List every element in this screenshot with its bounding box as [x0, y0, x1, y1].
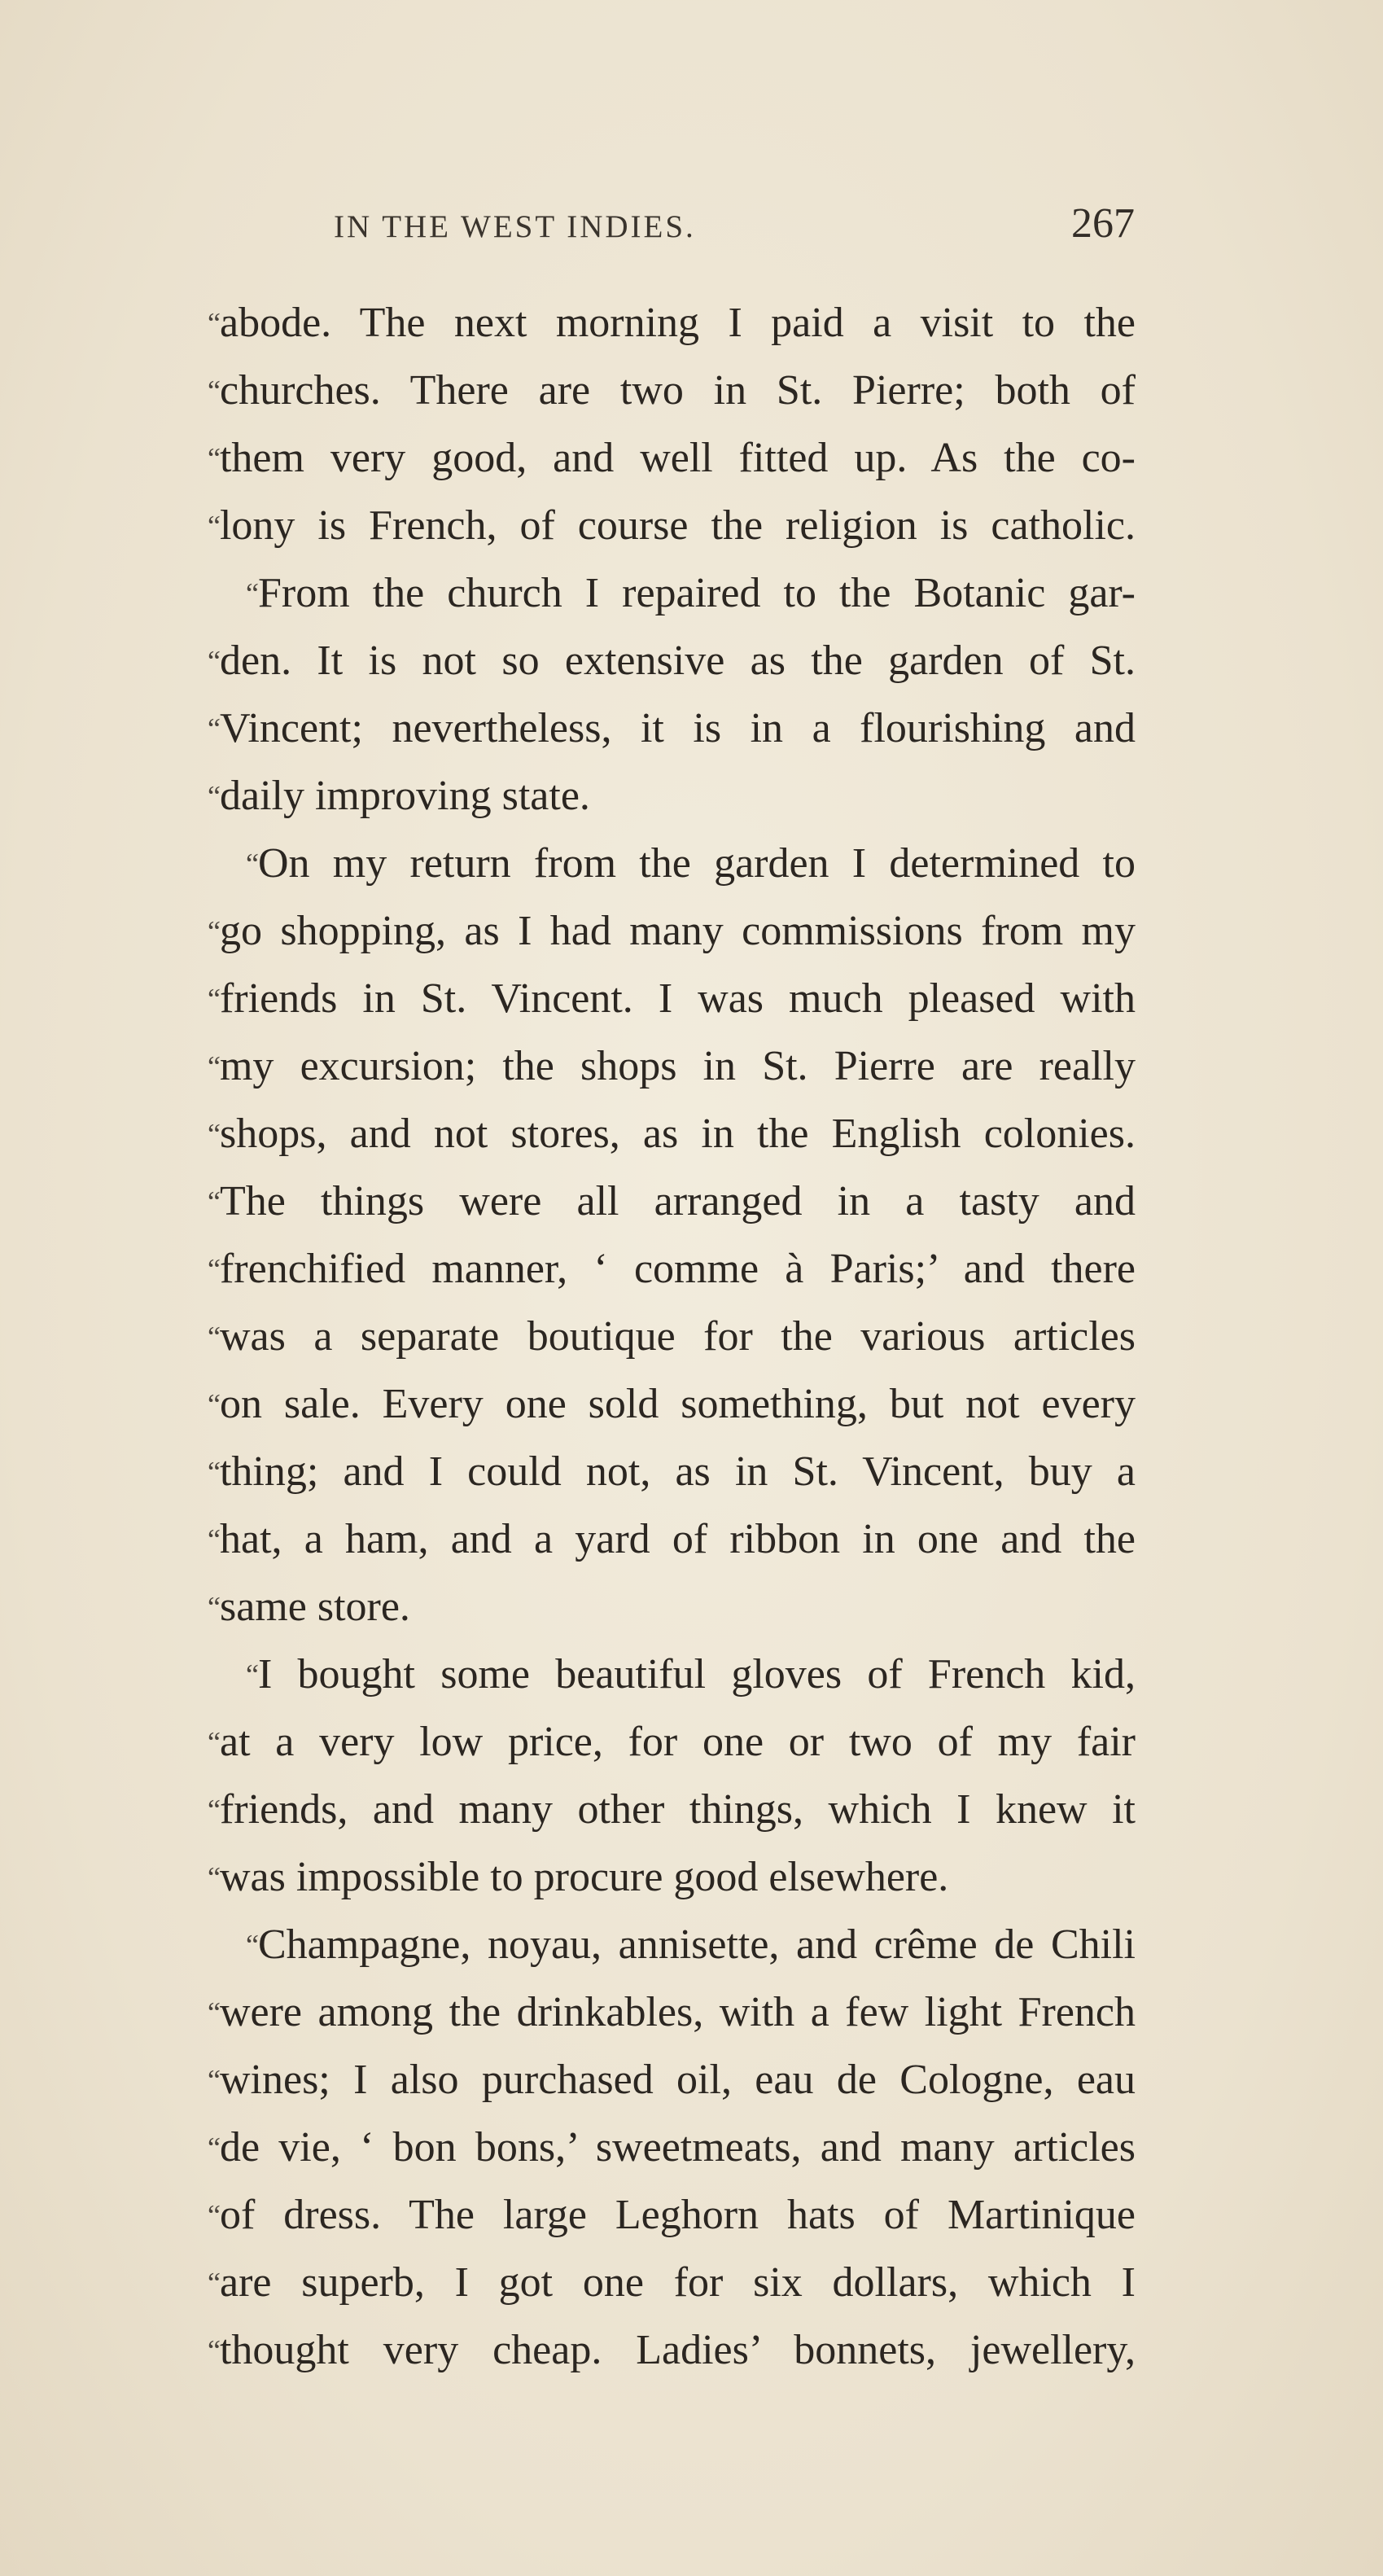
line-text: shops, and not stores, as in the English colonies.: [219, 1111, 1136, 1157]
line-text: On my return from the garden I determined to: [257, 840, 1136, 887]
line-text: daily improving state.: [219, 773, 590, 819]
text-line: [208, 2052, 1136, 2109]
text-line: [208, 1376, 1136, 1433]
text-line: [208, 362, 1136, 419]
quote-mark: “: [208, 915, 220, 948]
line-text: was a separate boutique for the various articles: [219, 1313, 1136, 1360]
text-line: [208, 2119, 1136, 2176]
line-text: wines; I also purchased oil, eau de Cologne, eau: [219, 2057, 1136, 2103]
text-line: [208, 1984, 1136, 2041]
line-text: de vie, ‘ bon bons,’ sweetmeats, and many articles: [219, 2124, 1136, 2171]
quote-mark: “: [208, 1726, 220, 1759]
line-text: thought very cheap. Ladies’ bonnets, jewellery,: [219, 2327, 1136, 2373]
line-text: frenchified manner, ‘ comme à Paris;’ and there: [219, 1246, 1136, 1292]
text-line: [208, 1106, 1136, 1163]
line-text: was impossible to procure good elsewhere.: [219, 1854, 949, 1900]
line-text: friends, and many other things, which I knew it: [219, 1786, 1136, 1833]
line-text: my excursion; the shops in St. Pierre are really: [219, 1043, 1136, 1089]
quote-mark: “: [208, 983, 220, 1015]
quote-mark: “: [208, 510, 220, 542]
line-text: friends in St. Vincent. I was much pleased with: [219, 975, 1136, 1022]
text-line: [246, 1917, 1136, 1974]
text-line: [208, 430, 1136, 487]
text-line: [208, 295, 1136, 352]
quote-mark: “: [208, 2199, 220, 2232]
quote-mark: “: [208, 2267, 220, 2299]
line-text: abode. The next morning I paid a visit to the: [219, 300, 1136, 346]
line-text: at a very low price, for one or two of my fair: [219, 1719, 1136, 1765]
quote-mark: “: [208, 2131, 220, 2164]
running-head: IN THE WEST INDIES.: [334, 209, 696, 244]
quote-mark: “: [208, 1591, 220, 1623]
quote-mark: “: [208, 2064, 220, 2096]
quote-mark: “: [208, 1456, 220, 1488]
page-number: 267: [1071, 200, 1135, 247]
text-line: [208, 2254, 1136, 2311]
line-text: thing; and I could not, as in St. Vincent, buy a: [219, 1448, 1136, 1495]
text-line: [208, 633, 1136, 690]
text-line: [208, 970, 1136, 1027]
quote-mark: “: [246, 577, 258, 610]
line-text: hat, a ham, and a yard of ribbon in one and the: [219, 1516, 1136, 1562]
quote-mark: “: [208, 1321, 220, 1353]
text-line: [208, 1781, 1136, 1838]
text-line: [208, 768, 1136, 825]
line-text: of dress. The large Leghorn hats of Martinique: [219, 2192, 1136, 2238]
text-line: [208, 700, 1136, 757]
quote-mark: “: [208, 780, 220, 813]
line-text: churches. There are two in St. Pierre; both of: [219, 367, 1136, 414]
line-text: From the church I repaired to the Botanic gar-: [257, 570, 1136, 616]
quote-mark: “: [208, 645, 220, 677]
line-text: same store.: [219, 1584, 410, 1630]
line-text: go shopping, as I had many commissions from my: [219, 908, 1136, 954]
quote-mark: “: [208, 442, 220, 475]
line-text: Vincent; nevertheless, it is in a flourishing and: [219, 705, 1136, 751]
quote-mark: “: [246, 1658, 258, 1691]
quote-mark: “: [208, 1523, 220, 1556]
quote-mark: “: [208, 1253, 220, 1286]
line-text: Champagne, noyau, annisette, and crême de Chili: [257, 1921, 1136, 1968]
text-line: [208, 1173, 1136, 1230]
line-text: I bought some beautiful gloves of French kid,: [257, 1651, 1136, 1698]
quote-mark: “: [208, 1388, 220, 1421]
text-line: [246, 565, 1136, 622]
text-line: [208, 1511, 1136, 1568]
line-text: on sale. Every one sold something, but not every: [219, 1381, 1136, 1427]
quote-mark: “: [208, 1996, 220, 2029]
text-line: [208, 1038, 1136, 1095]
line-text: were among the drinkables, with a few light French: [219, 1989, 1136, 2035]
text-line: [208, 2187, 1136, 2244]
line-text: lony is French, of course the religion is catholic.: [219, 502, 1136, 549]
text-line: [246, 835, 1136, 892]
quote-mark: “: [208, 712, 220, 745]
text-line: [208, 2322, 1136, 2379]
quote-mark: “: [208, 307, 220, 340]
text-line: [208, 1579, 1136, 1636]
quote-mark: “: [246, 1929, 258, 1961]
line-text: The things were all arranged in a tasty and: [219, 1178, 1136, 1224]
quote-mark: “: [208, 375, 220, 407]
text-line: [246, 1646, 1136, 1703]
quote-mark: “: [208, 2334, 220, 2367]
text-line: [208, 1308, 1136, 1365]
line-text: them very good, and well fitted up. As the co-: [219, 435, 1136, 481]
quote-mark: “: [246, 848, 258, 880]
line-text: den. It is not so extensive as the garden of St.: [219, 637, 1136, 684]
quote-mark: “: [208, 1794, 220, 1826]
text-line: [208, 497, 1136, 554]
line-text: are superb, I got one for six dollars, which I: [219, 2259, 1136, 2306]
quote-mark: “: [208, 1861, 220, 1894]
text-line: [208, 903, 1136, 960]
quote-mark: “: [208, 1118, 220, 1150]
quote-mark: “: [208, 1185, 220, 1218]
text-line: [208, 1241, 1136, 1298]
text-line: [208, 1849, 1136, 1906]
text-line: [208, 1444, 1136, 1500]
text-line: [208, 1714, 1136, 1771]
quote-mark: “: [208, 1050, 220, 1083]
